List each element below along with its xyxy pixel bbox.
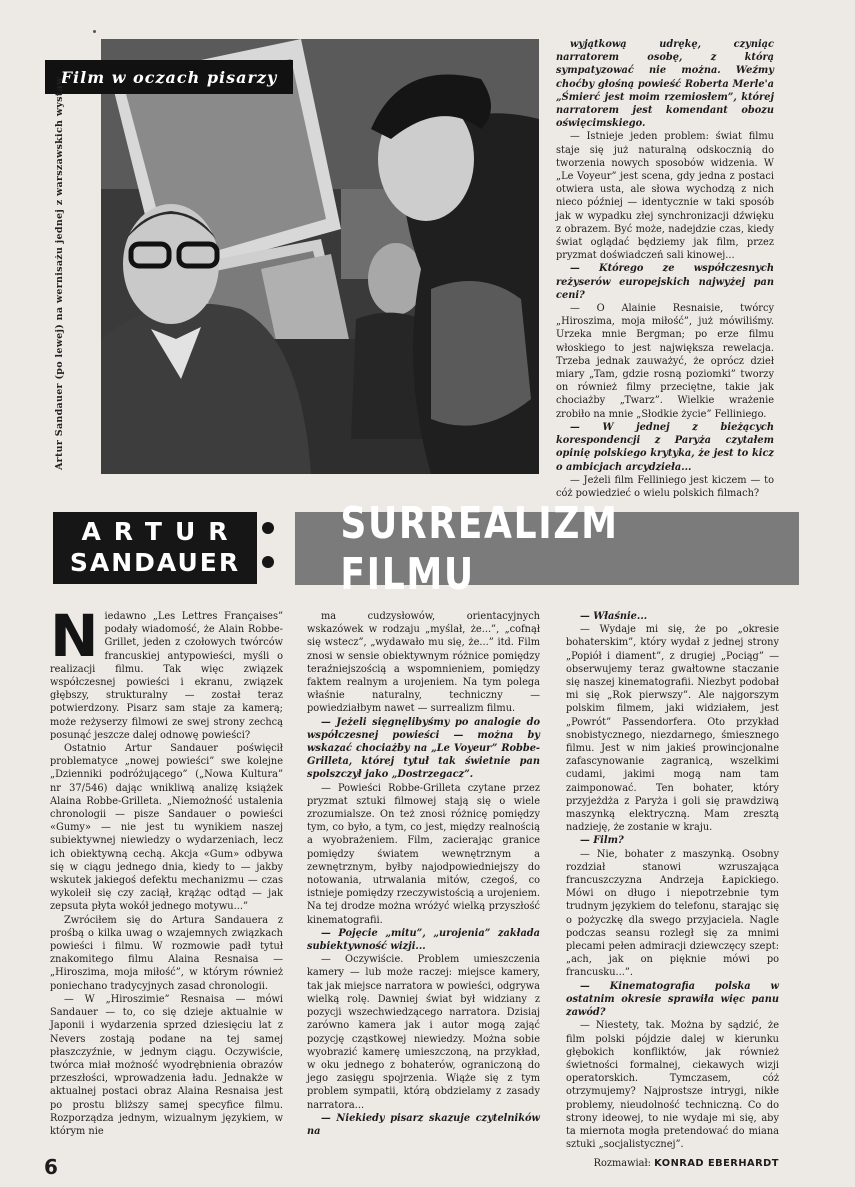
print-dot [93, 30, 96, 33]
headline-author [53, 512, 257, 584]
paragraph: — Oczywiście. Problem umieszczenia kamery — lub może raczej: miejsce kamery, tak jak miejsce narratora w powieści, odgrywa wielką rolę. Dawniej świat był widziany z pozycji wszechwiedzącego narratora. Dzisiaj zarówno kamera jak i autor mogą zająć pozycję cząstkowej niewiedzy. Można sobie wyobrazić kamerę umieszczoną, na przykład, w oku jednego z bohaterów, ograniczoną do jego zasięgu spojrzenia. Wiąże się z tym problem sympatii, którą obdzielamy z zasady narratora... [307, 954, 540, 1111]
paragraph: — Film? [580, 835, 624, 847]
paragraph: Ostatnio Artur Sandauer poświęcił problematyce „nowej powieści” swe kolejne „Dzienniki podróżującego” („Nowa Kultura” nr 37/546) dając wnikliwą analizę książek Alaina Robbe-Grilleta. „Niemożność ustalenia chronologii — pisze Sandauer o powieści «Gumy» — nie jest tu wynikiem naszej subiektywnej niewiedzy o wydarzeniach, lecz ich obiektywną cechą. Akcja «Gum» odbywa się w ciągu jednego dnia, kiedy to — jakby wskutek jakiegoś defektu mechanizmu — czas wykoleił się czy zaciął, krążąc odtąd — jak zepsuta płyta wokół jednego motywu...” [50, 743, 283, 913]
interviewer-signoff [566, 1157, 779, 1170]
article-column-2 [307, 610, 540, 1138]
headline-colon [262, 522, 276, 590]
photo-illustration [101, 39, 539, 474]
paragraph: — W jednej z bieżących korespondencji z Paryża czytałem opinię polskiego krytyka, że jest to kicz o ambicjach arcydzieła... [556, 421, 774, 473]
interviewer-name: KONRAD EBERHARDT [654, 1158, 779, 1170]
paragraph: ma cudzysłowów, orientacyjnych wskazówek w rodzaju „myślał, że...”, „cofnął się wstecz”, „wydawało mu się, że...” itd. Film znosi w sensie obiektywnym różnice pomiędzy teraźniejszością a wspomnieniem, pomiędzy faktem realnym a urojeniem. Na tym polega właśnie naturalny, techniczny — powiedziałbym nawet — surrealizm filmu. [307, 611, 540, 715]
paragraph: — Którego ze współczesnych reżyserów europejskich najwyżej pan ceni? [556, 263, 774, 301]
author-first-name: ARTUR [81, 517, 241, 546]
paragraph: — Pojęcie „mitu”, „urojenia” zakłada subiektywność wizji... [307, 927, 540, 953]
paragraph: — Właśnie... [580, 611, 648, 622]
section-kicker: Film w oczach pisarzy [45, 60, 293, 94]
top-right-column [556, 38, 774, 500]
paragraph: — O Alainie Resnaisie, twórcy „Hiroszima, moja miłość”, już mówiliśmy. Urzeka mnie Bergman; po erze filmu włoskiego to jest największa rewelacja. Trzeba jednak zauważyć, że oprócz dzieł miary „Tam, gdzie rosną poziomki” tworzy on również filmy przeciętne, takie jak chociażby „Twarz”. Wielkie wrażenie zrobiło na mnie „Słodkie życie” Felliniego. [556, 303, 774, 420]
signoff-label: Rozmawiał: [593, 1158, 655, 1170]
headline-title-text: SURREALIZM FILMU [340, 497, 619, 600]
article-column-3 [566, 610, 779, 1171]
paragraph: iedawno „Les Lettres Françaises” podały wiadomość, że Alain Robbe-Grillet, jeden z czołowych twórców francuskiej antypowieści, myśli o realizacji filmu. Tak więc związek współczesnej powieści i ekranu, związek głębszy, strukturalny — został teraz potwierdzony. Pisarz sam staje za kamerą; może reżyserzy filmowi ze swej strony zechcą posunąć jeszcze dalej odnowę powieści? [50, 611, 283, 741]
paragraph: — Jeżeli film Felliniego jest kiczem — to cóż powiedzieć o wielu polskich filmach? [556, 474, 774, 499]
photo-caption: Artur Sandauer (po lewej) na wernisażu jednej z warszawskich wystaw [54, 76, 65, 470]
paragraph: — Kinematografia polska w ostatnim okresie sprawiła więc panu zawód? [566, 980, 779, 1019]
paragraph: — Jeżeli sięgnęlibyśmy po analogie do współczesnej powieści — można by wskazać chociażby na „Le Voyeur” Robbe-Grilleta, której tytuł tak świetnie pan spolszczył jako „Dostrzegacz”. [307, 716, 540, 781]
paragraph: Zwróciłem się do Artura Sandauera z prośbą o kilka uwag o wzajemnych związkach powieści i filmu. W rozmowie padł tytuł znakomitego filmu Alaina Resnaisa — „Hiroszima, moja miłość”, w którym również poniechano tradycyjnych zasad chronologii. [50, 914, 283, 992]
drop-cap: N [50, 602, 99, 670]
paragraph: — Niekiedy pisarz skazuje czytelników na [307, 1112, 540, 1137]
headline-title [295, 497, 799, 600]
paragraph: — Istnieje jeden problem: świat filmu staje się już naturalną odskocznią do tworzenia nowych sposobów widzenia. W „Le Voyeur” jest scena, gdy jedna z postaci otwiera usta, ale słowa wychodzą z nich nieco później — identycznie w taki sposób jak w wypadku złej synchronizacji dźwięku z obrazem. Być może, nadejdzie czas, kiedy świat oglądać będziemy jak film, przez pryzmat doświadczeń sali kinowej... [556, 131, 774, 262]
paragraph: — Nie, bohater z maszynką. Osobny rozdział stanowi wzruszająca francuszczyzna Andrzeja Łapickiego. Mówi on długo i niepotrzebnie tym trudnym językiem do telefonu, starając się o pożyczkę dla swego przyjaciela. Nagle podczas seansu rozległ się za mnimi plecami pełen admiracji dziewczęcy szept: „ach, jak on pięknie mówi po francusku...”. [566, 848, 779, 979]
page-number: 6 [44, 1155, 58, 1179]
paragraph: — Powieści Robbe-Grilleta czytane przez pryzmat sztuki filmowej stają się o wiele zrozumialsze. On też znosi różnicę pomiędzy tym, co było, a tym, co jest, między realnością a wyobrażeniem. Film, zacierając granice pomiędzy światem wewnętrznym a zewnętrznym, byłby najodpowiedniejszy do notowania, utrwalania mitów, czegoś, co istnieje pomiędzy rzeczywistością a urojeniem. Na tej drodze można wróżyć wielką przyszłość kinematografii. [307, 782, 540, 926]
author-last-name: SANDAUER [69, 548, 241, 577]
paragraph: — Niestety, tak. Można by sądzić, że film polski pójdzie dalej w kierunku głębokich konfliktów, jak również świetności formalnej, ciekawych wizji operatorskich. Tymczasem, cóż otrzymujemy? Najprostsze intrygi, nikłe problemy, nieudolność techniczną. Co do strony ideowej, to nie wydaje mi się, aby ta miernota mogła pretendować do miana sztuki „socjalistycznej”. [566, 1020, 779, 1151]
paragraph: — W „Hiroszimie” Resnaisa — mówi Sandauer — to, co się dzieje aktualnie w Japonii i wydarzenia sprzed dziesięciu lat z Nevers zostają podane na tej samej płaszczyźnie, w jednym ciągu. Oczywiście, twórca miał możność wyodrębnienia obrazów przeszłości, wprowadzenia ładu. Jednakże w aktualnej postaci obraz Alaina Resnaisa jest po prostu bliższy samej specyfice filmu. Rozporządza jednym, wizualnym językiem, w którym nie [50, 993, 283, 1137]
paragraph: — Wydaje mi się, że po „okresie bohaterskim”, który wydał z jednej strony „Popiół i diament”, z drugiej „Pociąg” — obserwujemy teraz gwałtowne staczanie się naszej kinematografii. Niezbyt podobał mi się „Rok pierwszy”. Ale najgorszym polskim filmem, jaki widziałem, jest „Powrót” Passendorfera. Oto przykład snobistycznego, niezdarnego, śmiesznego filmu. Jest w nim jakieś prowincjonalne zafascynowanie zagranicą, wszelkimi cudami, jakimi mogą nam tam zaimponować. Ten bohater, który przyjeżdża z Paryża i goli się prawdziwą maszynką elektryczną. Mam zresztą nadzieję, że zostanie w kraju. [566, 624, 779, 834]
article-column-1 [50, 602, 283, 1138]
photo [101, 39, 539, 474]
paragraph: wyjątkową udrękę, czyniąc narratorem osobę, z którą sympatyzować nie można. Weźmy choćby głośną powieść Roberta Merle'a „Śmierć jest moim rzemiosłem”, której narratorem jest komendant obozu oświęcimskiego. [556, 39, 774, 130]
